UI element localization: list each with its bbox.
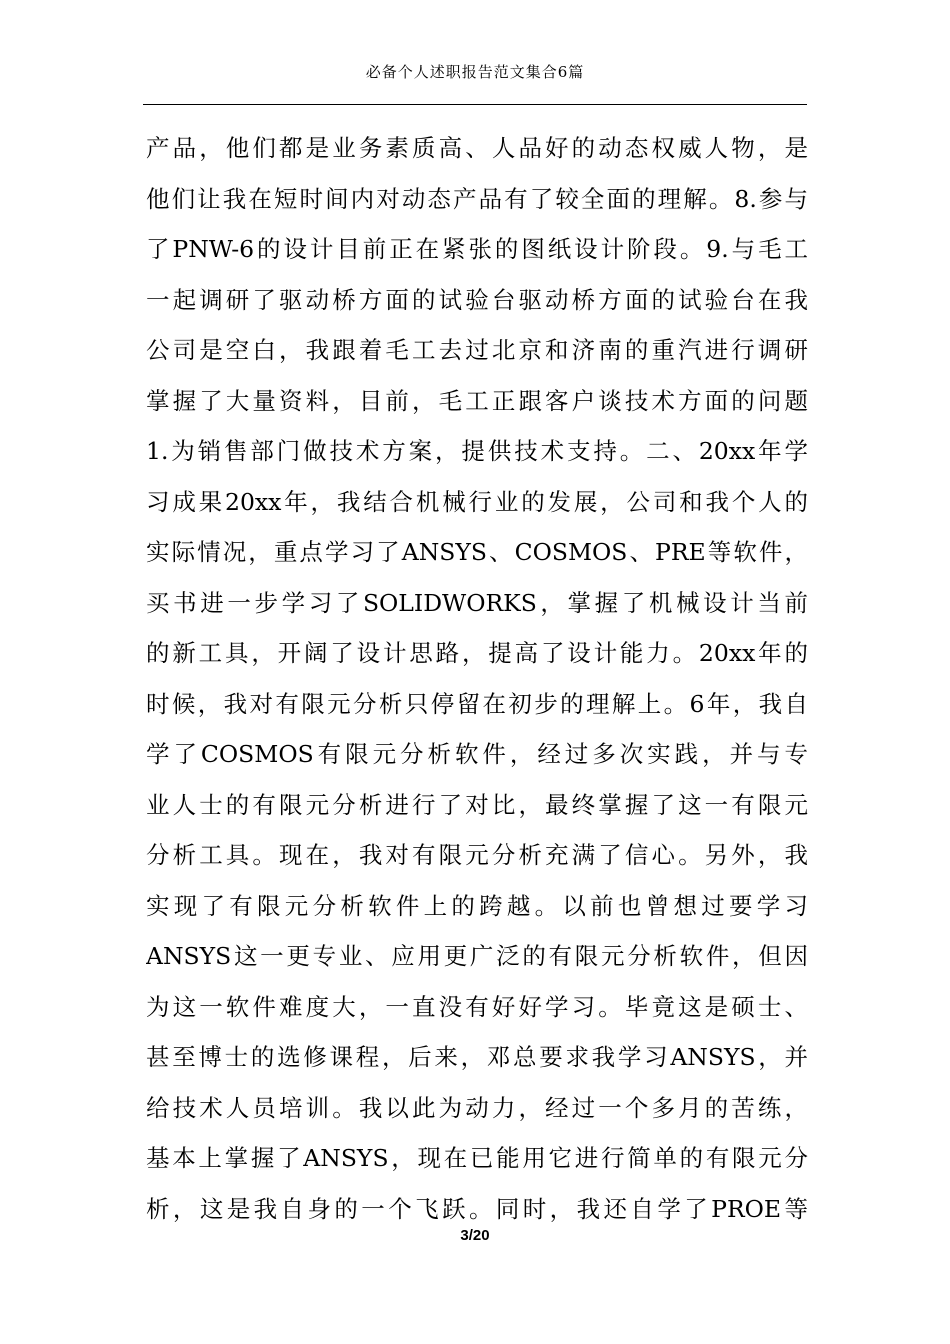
text-line: 甚至博士的选修课程，后来，邓总要求我学习ANSYS，并 [146,1043,808,1071]
text-line: 的新工具，开阔了设计思路，提高了设计能力。20xx年的 [146,639,808,667]
text-line: 给技术人员培训。我以此为动力，经过一个多月的苦练， [146,1093,808,1122]
page-header-title: 必备个人述职报告范文集合6篇 [365,63,585,81]
text-line: 1.为销售部门做技术方案，提供技术支持。二、20xx年学 [146,437,808,465]
text-line: 公司是空白，我跟着毛工去过北京和济南的重汽进行调研 [146,336,808,364]
text-line: 买书进一步学习了SOLIDWORKS，掌握了机械设计当前 [146,588,808,617]
text-line: 时候，我对有限元分析只停留在初步的理解上。6年，我自 [146,689,808,718]
text-line: 实际情况，重点学习了ANSYS、COSMOS、PRE等软件， [146,538,808,566]
text-line: 为这一软件难度大，一直没有好好学习。毕竟这是硕士、 [146,992,808,1021]
page-number: 3/20 [460,1227,490,1244]
document-body [146,123,808,1234]
text-line: 习成果20xx年，我结合机械行业的发展，公司和我个人的 [146,487,808,516]
text-line: 一起调研了驱动桥方面的试验台驱动桥方面的试验台在我 [146,285,808,314]
text-line: 学了COSMOS有限元分析软件，经过多次实践，并与专 [146,740,808,768]
text-line: ANSYS这一更专业、应用更广泛的有限元分析软件，但因 [146,942,808,970]
text-line: 了PNW-6的设计目前正在紧张的图纸设计阶段。9.与毛工 [146,235,808,263]
text-line: 基本上掌握了ANSYS，现在已能用它进行简单的有限元分 [146,1144,808,1172]
text-line: 实现了有限元分析软件上的跨越。以前也曾想过要学习 [146,891,808,920]
text-line: 业人士的有限元分析进行了对比，最终掌握了这一有限元 [146,790,808,819]
text-line: 分析工具。现在，我对有限元分析充满了信心。另外，我 [146,841,808,869]
text-line: 掌握了大量资料，目前，毛工正跟客户谈技术方面的问题 [146,386,808,415]
text-line: 产品，他们都是业务素质高、人品好的动态权威人物，是 [146,134,808,162]
text-line: 他们让我在短时间内对动态产品有了较全面的理解。8.参与 [146,184,808,213]
header-divider [143,104,807,105]
text-line: 析，这是我自身的一个飞跃。同时，我还自学了PROE等 [146,1194,808,1223]
